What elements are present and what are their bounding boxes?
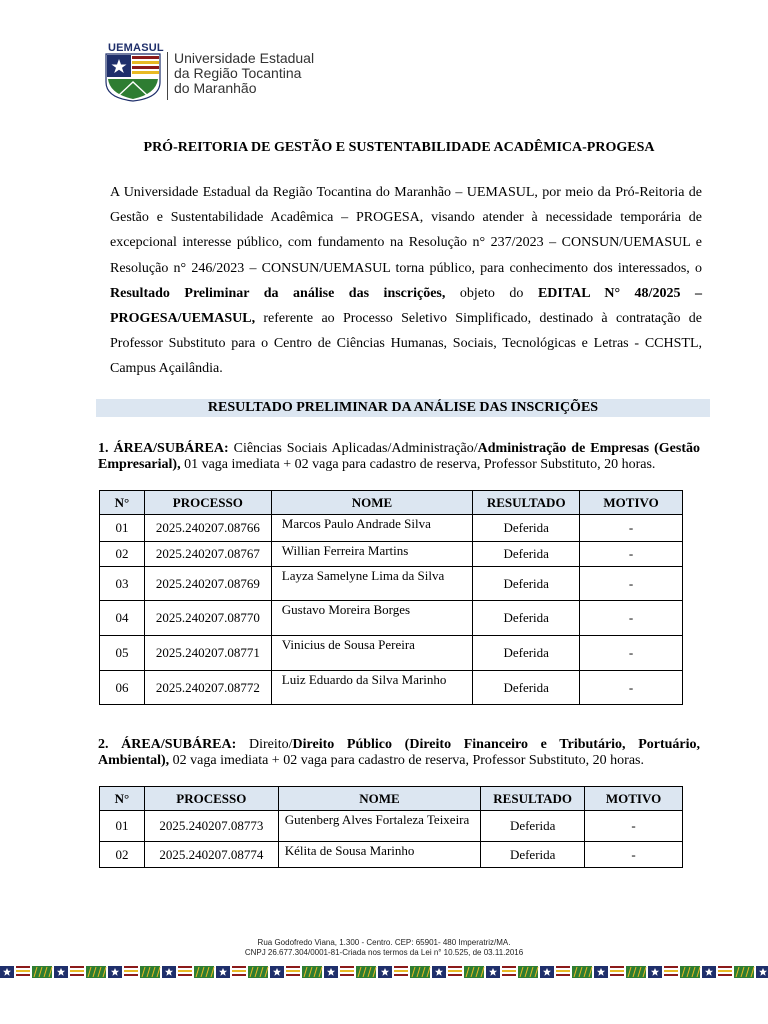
cell-motivo: - [585,842,683,868]
table-row [100,601,683,636]
cell-motivo: - [580,515,683,542]
table-row [100,811,683,842]
decorative-pattern-stripe [0,966,768,978]
results-table [99,490,683,705]
stripe-tile [432,966,484,978]
table-row [100,636,683,671]
area-text: 01 vaga imediata + 02 vaga para cadastro de reserva, Professor Substituto, 20 horas. [180,456,656,472]
stripe-tile [162,966,214,978]
logo-university-name [174,51,314,96]
column-header: MOTIVO [580,491,683,515]
table-row [100,671,683,705]
column-header: PROCESSO [144,491,271,515]
cell-number: 05 [100,636,145,671]
cell-resultado: Deferida [481,811,585,842]
column-header: N° [100,491,145,515]
area-subarea: Administração de Empresas (Gestão Empresarial), [98,441,700,472]
cell-motivo: - [580,636,683,671]
table-row [100,515,683,542]
area-label: ÁREA/SUBÁREA: [113,441,229,456]
results-table [99,786,683,868]
stripe-tile [0,966,52,978]
cell-number: 01 [100,811,145,842]
cell-motivo: - [580,567,683,601]
cell-processo: 2025.240207.08772 [144,671,271,705]
table-header-row [100,491,683,515]
logo-divider [167,52,168,100]
cell-motivo: - [580,671,683,705]
logo-name-line: do Maranhão [174,80,257,96]
intro-text: referente ao Processo Seletivo Simplificado, destinado à contratação de Professor Substituto para o Centro de Ciências Humanas, Sociais, Tecnológicas e Letras - CCHSTL, Campus Açailândia. [110,311,702,377]
area-text: 02 vaga imediata + 02 vaga para cadastro de reserva, Professor Substituto, 20 horas. [169,752,644,768]
cell-number: 02 [100,842,145,868]
cell-number: 02 [100,542,145,567]
cell-resultado: Deferida [473,636,580,671]
cell-motivo: - [580,601,683,636]
column-header: NOME [278,787,480,811]
cell-resultado: Deferida [473,515,580,542]
cell-motivo: - [580,542,683,567]
cell-resultado: Deferida [481,842,585,868]
stripe-tile [702,966,754,978]
cell-nome: Layza Samelyne Lima da Silva [271,567,472,601]
cell-nome: Willian Ferreira Martins [271,542,472,567]
cell-nome: Gutenberg Alves Fortaleza Teixeira [278,811,480,842]
intro-paragraph [110,180,702,382]
table-row [100,567,683,601]
cell-nome: Marcos Paulo Andrade Silva [271,515,472,542]
area-number: 2. [98,737,109,752]
stripe-tile [216,966,268,978]
area-subarea: Direito Público (Direito Financeiro e Tributário, Portuário, Ambiental), [98,737,701,768]
cell-processo: 2025.240207.08770 [144,601,271,636]
table-row [100,542,683,567]
cell-resultado: Deferida [473,671,580,705]
stripe-tile [540,966,592,978]
cell-number: 06 [100,671,145,705]
area-label: ÁREA/SUBÁREA: [121,737,237,752]
column-header: N° [100,787,145,811]
cell-number: 04 [100,601,145,636]
area-text: Direito/ [236,737,293,752]
cell-resultado: Deferida [473,542,580,567]
logo-emblem-icon [104,52,162,102]
stripe-tile [108,966,160,978]
cell-nome: Kélita de Sousa Marinho [278,842,480,868]
column-header: RESULTADO [473,491,580,515]
intro-bold-result: Resultado Preliminar da análise das inscrições, [110,285,446,301]
intro-bold-edital: EDITAL N° 48/2025 –PROGESA/UEMASUL, [110,285,702,327]
stripe-tile [270,966,322,978]
document-heading: PRÓ-REITORIA DE GESTÃO E SUSTENTABILIDADE ACADÊMICA-PROGESA [143,140,655,155]
cell-nome: Luiz Eduardo da Silva Marinho [271,671,472,705]
column-header: MOTIVO [585,787,683,811]
stripe-tile [756,966,768,978]
logo-name-line: Universidade Estadual [174,50,315,66]
stripe-tile [648,966,700,978]
cell-resultado: Deferida [473,567,580,601]
cell-motivo: - [585,811,683,842]
cell-processo: 2025.240207.08769 [144,567,271,601]
intro-text: objeto do [445,285,538,301]
cell-processo: 2025.240207.08766 [144,515,271,542]
area-number: 1. [98,441,109,456]
cell-processo: 2025.240207.08773 [144,811,278,842]
cell-nome: Gustavo Moreira Borges [271,601,472,636]
cell-nome: Vinicius de Sousa Pereira [271,636,472,671]
logo-name-line: da Região Tocantina [174,65,302,81]
cell-number: 01 [100,515,145,542]
area-description [98,441,700,472]
column-header: PROCESSO [144,787,278,811]
cell-resultado: Deferida [473,601,580,636]
area-description [98,737,700,768]
footer-address [0,938,768,958]
footer-line: CNPJ 26.677.304/0001-81-Criada nos termos da Lei n° 10.525, de 03.11.2016 [244,948,524,957]
logo-acronym: UEMASUL [108,42,164,54]
university-logo [104,42,344,104]
column-header: RESULTADO [481,787,585,811]
cell-processo: 2025.240207.08771 [144,636,271,671]
stripe-tile [324,966,376,978]
footer-line: Rua Godofredo Viana, 1.300 - Centro. CEP: 65901- 480 Imperatriz/MA. [257,938,511,947]
area-text: Ciências Sociais Aplicadas/Administração/ [228,441,478,456]
column-header: NOME [271,491,472,515]
intro-text: A Universidade Estadual da Região Tocantina do Maranhão – UEMASUL, por meio da Pró-Reitoria de Gestão e Sustentabilidade Acadêmica – PROGESA, visando atender à necessidade temporária de excepcional interesse público, com fundamento na Resolução n° 237/2023 – CONSUN/UEMASUL e Resolução n° 246/2023 – CONSUN/UEMASUL torna público, para conhecimento dos interessados, o [110,185,702,276]
cell-processo: 2025.240207.08774 [144,842,278,868]
table-header-row [100,787,683,811]
cell-number: 03 [100,567,145,601]
stripe-tile [594,966,646,978]
section-banner: RESULTADO PRELIMINAR DA ANÁLISE DAS INSCRIÇÕES [96,399,710,417]
cell-processo: 2025.240207.08767 [144,542,271,567]
stripe-tile [378,966,430,978]
stripe-tile [54,966,106,978]
table-row [100,842,683,868]
stripe-tile [486,966,538,978]
